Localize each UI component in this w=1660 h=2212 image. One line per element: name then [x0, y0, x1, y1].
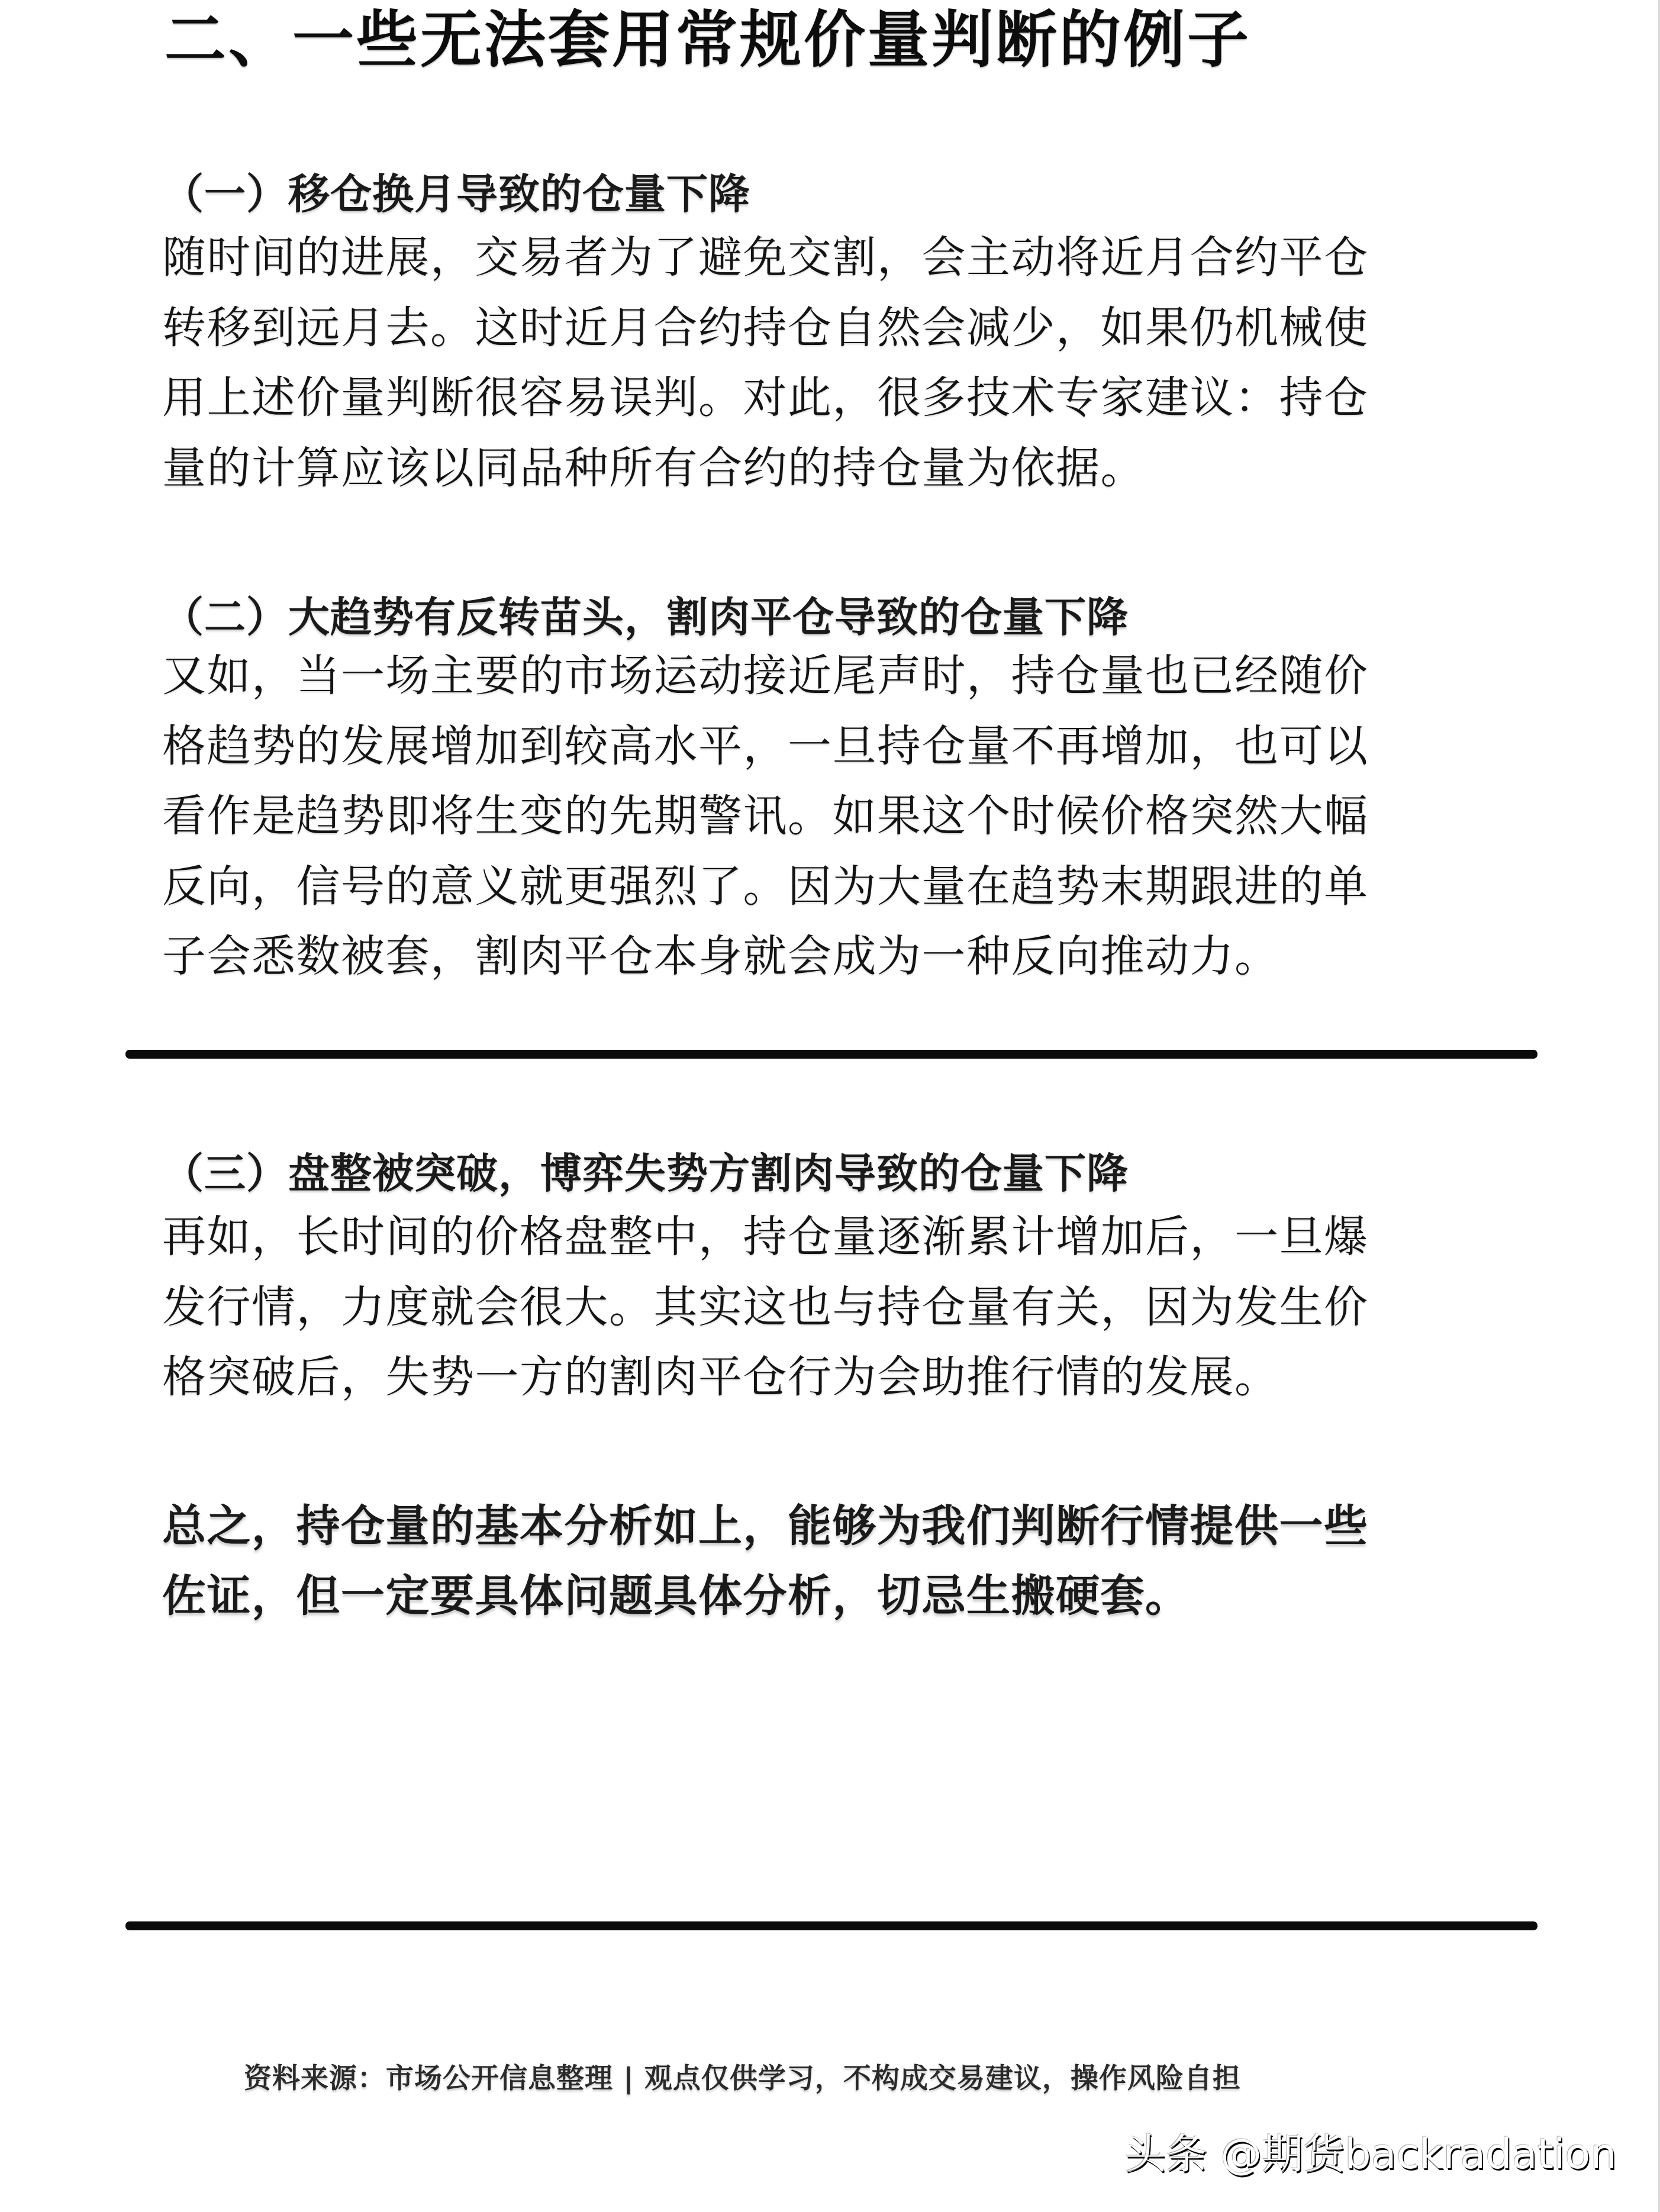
section-rollover: [162, 166, 1541, 503]
paragraph-line: 随时间的进展，交易者为了避免交割，会主动将近月合约平仓: [162, 232, 1369, 283]
section-consolidation-breakout: [162, 1145, 1541, 1413]
paragraph-line: 转移到远月去。这时近月合约持仓自然会减少，如果仍机械使: [162, 302, 1369, 353]
author-watermark: 头条 @期货backradation: [1124, 2130, 1617, 2178]
conclusion: [162, 1491, 1541, 1631]
section-body: [162, 1202, 1541, 1413]
paragraph-line: 反向，信号的意义就更强烈了。因为大量在趋势末期跟进的单: [162, 860, 1369, 912]
section-trend-reversal: [162, 589, 1541, 992]
paragraph-line: 用上述价量判断很容易误判。对此，很多技术专家建议：持仓: [162, 372, 1369, 423]
paragraph-line: 再如，长时间的价格盘整中，持仓量逐渐累计增加后，一旦爆: [162, 1211, 1369, 1262]
paragraph-line: 子会悉数被套，割肉平仓本身就会成为一种反向推动力。: [162, 931, 1279, 982]
paragraph-line: 格趋势的发展增加到较高水平，一旦持仓量不再增加，也可以: [162, 720, 1369, 772]
conclusion-line: 佐证，但一定要具体问题具体分析，切忌生搬硬套。: [162, 1571, 1190, 1621]
section-heading: （一）移仓换月导致的仓量下降: [162, 170, 750, 218]
section-heading: （三）盘整被突破，博弈失势方割肉导致的仓量下降: [162, 1149, 1129, 1198]
section-body: [162, 223, 1541, 503]
paragraph-line: 格突破后，失势一方的割肉平仓行为会助推行情的发展。: [162, 1352, 1279, 1402]
paragraph-line: 发行情，力度就会很大。其实这也与持仓量有关，因为发生价: [162, 1281, 1369, 1333]
divider: [125, 1050, 1537, 1059]
source-disclaimer: 资料来源：市场公开信息整理 | 观点仅供学习，不构成交易建议，操作风险自担: [244, 2062, 1241, 2095]
paragraph-line: 又如，当一场主要的市场运动接近尾声时，持仓量也已经随价: [162, 650, 1369, 701]
paragraph-line: 看作是趋势即将生变的先期警讯。如果这个时候价格突然大幅: [162, 791, 1369, 841]
divider: [125, 1921, 1537, 1930]
conclusion-line: 总之，持仓量的基本分析如上，能够为我们判断行情提供一些: [162, 1501, 1369, 1552]
page-title: 二、一些无法套用常规价量判断的例子: [165, 4, 1252, 76]
section-heading: （二）大趋势有反转苗头，割肉平仓导致的仓量下降: [162, 593, 1129, 641]
paragraph-line: 量的计算应该以同品种所有合约的持仓量为依据。: [162, 442, 1145, 494]
section-body: [162, 641, 1541, 992]
